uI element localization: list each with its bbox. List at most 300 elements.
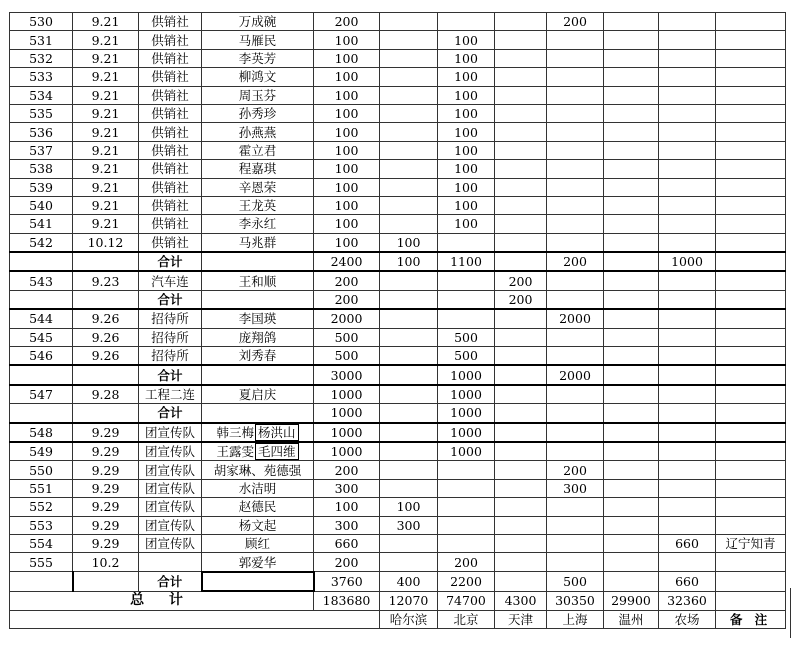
cell-unit: 供销社 <box>139 86 202 104</box>
cell-wenzhou <box>604 123 659 141</box>
cell-name: 柳鸿文 <box>202 68 314 86</box>
cell-beijing <box>438 309 495 328</box>
table-row <box>10 215 786 233</box>
table-row <box>10 178 786 196</box>
ledger-body <box>10 13 786 592</box>
table-row <box>10 328 786 346</box>
subtotal-row <box>10 572 786 591</box>
cell-tianjin <box>495 196 547 214</box>
cell-date: 9.28 <box>73 385 139 404</box>
cell-wenzhou <box>604 215 659 233</box>
cell-name: 王龙英 <box>202 196 314 214</box>
cell-date: 9.21 <box>73 196 139 214</box>
table-row <box>10 271 786 290</box>
table-row <box>10 68 786 86</box>
cell-note <box>716 178 786 196</box>
cell-beijing: 100 <box>438 178 495 196</box>
cell-total: 100 <box>314 123 380 141</box>
cell-total: 3000 <box>314 365 380 384</box>
footer-blank <box>10 610 380 628</box>
cell-shanghai <box>547 423 604 442</box>
cell-tianjin <box>495 365 547 384</box>
cell-no: 539 <box>10 178 73 196</box>
subtotal-label: 合计 <box>139 572 202 591</box>
table-row <box>10 233 786 252</box>
cell-wenzhou <box>604 423 659 442</box>
table-row <box>10 442 786 461</box>
cell-wenzhou <box>604 461 659 479</box>
cell-farm <box>659 86 716 104</box>
table-row <box>10 516 786 534</box>
cell-farm <box>659 123 716 141</box>
cell-total: 100 <box>314 160 380 178</box>
cell-date: 9.21 <box>73 104 139 122</box>
cell-name: 刘秀春 <box>202 347 314 366</box>
cell-no: 538 <box>10 160 73 178</box>
cell-name: 李国瑛 <box>202 309 314 328</box>
cell-unit: 供销社 <box>139 13 202 31</box>
table-row <box>10 104 786 122</box>
cell-total: 100 <box>314 196 380 214</box>
cell-harbin <box>380 479 438 497</box>
cell-farm <box>659 385 716 404</box>
cell-harbin <box>380 141 438 159</box>
cell-name: 杨文起 <box>202 516 314 534</box>
cell-name-boxed: 杨洪山 <box>255 424 299 441</box>
cell-farm <box>659 141 716 159</box>
grand-total-wenzhou: 29900 <box>604 591 659 610</box>
cell-shanghai <box>547 498 604 516</box>
cell-harbin: 100 <box>380 252 438 271</box>
cell-name <box>202 252 314 271</box>
cell-no: 534 <box>10 86 73 104</box>
table-row <box>10 141 786 159</box>
cell-total: 500 <box>314 328 380 346</box>
cell-farm <box>659 461 716 479</box>
footer-shanghai: 上海 <box>547 610 604 628</box>
cell-note <box>716 309 786 328</box>
table-row <box>10 123 786 141</box>
cell-date: 9.29 <box>73 498 139 516</box>
cell-shanghai: 200 <box>547 13 604 31</box>
footer-note: 备 注 <box>716 610 786 628</box>
cell-tianjin <box>495 534 547 552</box>
cell-tianjin <box>495 572 547 591</box>
cell-name: 程嘉琪 <box>202 160 314 178</box>
cell-date: 9.29 <box>73 516 139 534</box>
cell-beijing: 100 <box>438 86 495 104</box>
cell-tianjin: 200 <box>495 290 547 309</box>
grand-total-row <box>10 591 786 610</box>
cell-unit: 供销社 <box>139 68 202 86</box>
cell-shanghai <box>547 86 604 104</box>
cell-date <box>73 404 139 423</box>
cell-wenzhou <box>604 516 659 534</box>
cell-note <box>716 516 786 534</box>
cell-name <box>202 442 314 461</box>
cell-name: 周玉芬 <box>202 86 314 104</box>
cell-total: 100 <box>314 31 380 49</box>
cell-note <box>716 479 786 497</box>
cell-tianjin <box>495 423 547 442</box>
cell-unit: 团宣传队 <box>139 534 202 552</box>
cell-note <box>716 86 786 104</box>
subtotal-label: 合计 <box>139 290 202 309</box>
cell-total: 100 <box>314 498 380 516</box>
cell-beijing: 2200 <box>438 572 495 591</box>
cell-farm <box>659 233 716 252</box>
table-row <box>10 309 786 328</box>
cell-unit: 团宣传队 <box>139 479 202 497</box>
cell-no: 550 <box>10 461 73 479</box>
table-row <box>10 498 786 516</box>
subtotal-label: 合计 <box>139 252 202 271</box>
cell-beijing <box>438 13 495 31</box>
table-row <box>10 86 786 104</box>
cell-name: 辛恩荣 <box>202 178 314 196</box>
cell-harbin <box>380 442 438 461</box>
cell-unit: 团宣传队 <box>139 423 202 442</box>
cell-farm: 660 <box>659 534 716 552</box>
cell-note: 辽宁知青 <box>716 534 786 552</box>
cell-unit: 供销社 <box>139 196 202 214</box>
cell-wenzhou <box>604 86 659 104</box>
cell-no: 532 <box>10 49 73 67</box>
cell-tianjin <box>495 178 547 196</box>
cell-name-boxed: 毛四维 <box>255 443 299 460</box>
cell-shanghai <box>547 516 604 534</box>
cell-shanghai <box>547 328 604 346</box>
cell-note <box>716 442 786 461</box>
cell-date: 9.26 <box>73 309 139 328</box>
cell-note <box>716 31 786 49</box>
subtotal-label: 合计 <box>139 404 202 423</box>
cell-note <box>716 160 786 178</box>
footer-wenzhou: 温州 <box>604 610 659 628</box>
cell-no: 533 <box>10 68 73 86</box>
cell-name: 郭爱华 <box>202 553 314 572</box>
table-row <box>10 160 786 178</box>
cell-harbin <box>380 271 438 290</box>
grand-total-beijing: 74700 <box>438 591 495 610</box>
cell-wenzhou <box>604 13 659 31</box>
cell-farm <box>659 290 716 309</box>
cell-note <box>716 385 786 404</box>
cell-date: 9.21 <box>73 215 139 233</box>
table-row <box>10 347 786 366</box>
cell-total: 1000 <box>314 404 380 423</box>
cell-wenzhou <box>604 534 659 552</box>
cell-note <box>716 49 786 67</box>
cell-tianjin <box>495 68 547 86</box>
cell-date: 10.2 <box>73 553 139 572</box>
cell-wenzhou <box>604 385 659 404</box>
cell-farm <box>659 498 716 516</box>
grand-total-harbin: 12070 <box>380 591 438 610</box>
cell-name: 李永红 <box>202 215 314 233</box>
cell-name: 夏启庆 <box>202 385 314 404</box>
cell-beijing: 100 <box>438 104 495 122</box>
cell-total: 3760 <box>314 572 380 591</box>
cell-shanghai: 200 <box>547 461 604 479</box>
cell-harbin <box>380 86 438 104</box>
cell-wenzhou <box>604 178 659 196</box>
cell-shanghai: 300 <box>547 479 604 497</box>
cell-unit: 团宣传队 <box>139 498 202 516</box>
cell-tianjin <box>495 233 547 252</box>
cell-no: 544 <box>10 309 73 328</box>
cell-beijing: 100 <box>438 123 495 141</box>
cell-no <box>10 572 73 591</box>
cell-total: 100 <box>314 215 380 233</box>
cell-farm <box>659 215 716 233</box>
cell-harbin: 300 <box>380 516 438 534</box>
cell-shanghai <box>547 215 604 233</box>
cell-beijing: 1000 <box>438 365 495 384</box>
cell-wenzhou <box>604 328 659 346</box>
cell-shanghai <box>547 233 604 252</box>
cell-tianjin <box>495 252 547 271</box>
cell-farm <box>659 442 716 461</box>
cell-total: 1000 <box>314 385 380 404</box>
cell-name: 霍立君 <box>202 141 314 159</box>
cell-date <box>73 572 139 591</box>
cell-farm <box>659 365 716 384</box>
cell-harbin <box>380 68 438 86</box>
cell-farm <box>659 31 716 49</box>
cell-total: 100 <box>314 68 380 86</box>
cell-shanghai <box>547 553 604 572</box>
cell-beijing <box>438 498 495 516</box>
cell-harbin <box>380 404 438 423</box>
cell-tianjin <box>495 141 547 159</box>
cell-tianjin <box>495 86 547 104</box>
cell-harbin <box>380 461 438 479</box>
cell-harbin <box>380 553 438 572</box>
cell-beijing <box>438 461 495 479</box>
subtotal-row <box>10 252 786 271</box>
cell-date: 9.21 <box>73 178 139 196</box>
cell-shanghai: 500 <box>547 572 604 591</box>
table-row <box>10 49 786 67</box>
cell-no: 530 <box>10 13 73 31</box>
footer-farm: 农场 <box>659 610 716 628</box>
cell-name <box>202 423 314 442</box>
cell-name: 马雁民 <box>202 31 314 49</box>
ledger-table <box>9 12 786 629</box>
cell-farm <box>659 271 716 290</box>
cell-note <box>716 553 786 572</box>
cell-note <box>716 13 786 31</box>
cell-shanghai <box>547 196 604 214</box>
cell-no <box>10 365 73 384</box>
cell-wenzhou <box>604 49 659 67</box>
cell-no: 537 <box>10 141 73 159</box>
cell-beijing: 1000 <box>438 404 495 423</box>
cell-farm <box>659 347 716 366</box>
cell-wenzhou <box>604 442 659 461</box>
cell-tianjin <box>495 13 547 31</box>
cell-unit: 供销社 <box>139 104 202 122</box>
cell-wenzhou <box>604 290 659 309</box>
cell-harbin <box>380 215 438 233</box>
cell-wenzhou <box>604 553 659 572</box>
cell-name: 孙秀珍 <box>202 104 314 122</box>
cell-name: 万成碗 <box>202 13 314 31</box>
cell-note <box>716 328 786 346</box>
cell-wenzhou <box>604 404 659 423</box>
cell-no: 548 <box>10 423 73 442</box>
cell-tianjin <box>495 385 547 404</box>
cell-beijing <box>438 271 495 290</box>
cell-harbin <box>380 534 438 552</box>
cell-wenzhou <box>604 347 659 366</box>
cell-wenzhou <box>604 271 659 290</box>
cell-beijing: 1100 <box>438 252 495 271</box>
footer-tianjin: 天津 <box>495 610 547 628</box>
cell-unit: 团宣传队 <box>139 461 202 479</box>
cell-beijing: 1000 <box>438 423 495 442</box>
cell-wenzhou <box>604 160 659 178</box>
cell-farm <box>659 553 716 572</box>
cell-harbin <box>380 160 438 178</box>
cell-wenzhou <box>604 252 659 271</box>
cell-total: 100 <box>314 141 380 159</box>
footer-row <box>10 610 786 628</box>
cell-shanghai <box>547 271 604 290</box>
cell-harbin <box>380 49 438 67</box>
cell-note <box>716 196 786 214</box>
cell-total: 660 <box>314 534 380 552</box>
cell-harbin: 100 <box>380 233 438 252</box>
cell-tianjin <box>495 479 547 497</box>
cell-farm <box>659 309 716 328</box>
cell-name <box>202 290 314 309</box>
cell-shanghai <box>547 347 604 366</box>
cell-total: 100 <box>314 233 380 252</box>
cell-harbin <box>380 423 438 442</box>
grand-total-shanghai: 30350 <box>547 591 604 610</box>
cell-name: 胡家琳、苑德强 <box>202 461 314 479</box>
cell-name-primary: 韩三梅 <box>216 424 254 440</box>
cell-harbin <box>380 290 438 309</box>
cell-shanghai: 200 <box>547 252 604 271</box>
cell-unit: 供销社 <box>139 160 202 178</box>
cell-date: 10.12 <box>73 233 139 252</box>
cell-wenzhou <box>604 196 659 214</box>
cell-name <box>202 404 314 423</box>
cell-unit: 汽车连 <box>139 271 202 290</box>
cell-unit: 团宣传队 <box>139 516 202 534</box>
cell-no: 549 <box>10 442 73 461</box>
cell-name: 庞翔鸽 <box>202 328 314 346</box>
cell-wenzhou <box>604 68 659 86</box>
cell-name <box>202 365 314 384</box>
cell-beijing: 100 <box>438 68 495 86</box>
cell-note <box>716 498 786 516</box>
cell-wenzhou <box>604 104 659 122</box>
cell-harbin <box>380 178 438 196</box>
cell-beijing <box>438 290 495 309</box>
cell-date: 9.21 <box>73 160 139 178</box>
cell-tianjin <box>495 49 547 67</box>
cell-farm <box>659 68 716 86</box>
cell-shanghai: 2000 <box>547 309 604 328</box>
cell-harbin <box>380 347 438 366</box>
cell-total: 500 <box>314 347 380 366</box>
cell-note <box>716 68 786 86</box>
cell-unit: 供销社 <box>139 123 202 141</box>
cell-tianjin <box>495 123 547 141</box>
cell-farm: 660 <box>659 572 716 591</box>
cell-tianjin <box>495 553 547 572</box>
cell-wenzhou <box>604 309 659 328</box>
cell-no <box>10 404 73 423</box>
cell-farm: 1000 <box>659 252 716 271</box>
cell-beijing: 200 <box>438 553 495 572</box>
cell-harbin <box>380 13 438 31</box>
cell-unit: 工程二连 <box>139 385 202 404</box>
cell-no: 542 <box>10 233 73 252</box>
cell-date: 9.29 <box>73 534 139 552</box>
cell-tianjin <box>495 347 547 366</box>
cell-date: 9.26 <box>73 328 139 346</box>
cell-date: 9.21 <box>73 13 139 31</box>
grand-total-label: 总 计 <box>10 591 314 610</box>
cell-total: 200 <box>314 461 380 479</box>
cell-total: 300 <box>314 516 380 534</box>
cell-no: 540 <box>10 196 73 214</box>
cell-wenzhou <box>604 572 659 591</box>
cell-wenzhou <box>604 498 659 516</box>
cell-total: 200 <box>314 13 380 31</box>
cell-note <box>716 290 786 309</box>
cell-shanghai <box>547 290 604 309</box>
cell-date: 9.29 <box>73 479 139 497</box>
cell-beijing <box>438 233 495 252</box>
cell-total: 2400 <box>314 252 380 271</box>
cell-tianjin: 200 <box>495 271 547 290</box>
cell-name: 马兆群 <box>202 233 314 252</box>
cell-note <box>716 461 786 479</box>
cell-total: 300 <box>314 479 380 497</box>
footer-beijing: 北京 <box>438 610 495 628</box>
cell-no: 545 <box>10 328 73 346</box>
cell-shanghai <box>547 104 604 122</box>
cell-no: 554 <box>10 534 73 552</box>
cell-farm <box>659 404 716 423</box>
cell-total: 100 <box>314 49 380 67</box>
cell-harbin <box>380 31 438 49</box>
cell-name: 孙燕燕 <box>202 123 314 141</box>
cell-tianjin <box>495 516 547 534</box>
cell-beijing: 100 <box>438 31 495 49</box>
cell-wenzhou <box>604 233 659 252</box>
cell-farm <box>659 196 716 214</box>
cell-wenzhou <box>604 365 659 384</box>
cell-harbin: 100 <box>380 498 438 516</box>
cell-wenzhou <box>604 479 659 497</box>
cell-date: 9.29 <box>73 442 139 461</box>
cell-farm <box>659 178 716 196</box>
grand-total-tianjin: 4300 <box>495 591 547 610</box>
cell-note <box>716 252 786 271</box>
cell-date: 9.21 <box>73 49 139 67</box>
cell-date: 9.21 <box>73 123 139 141</box>
cell-farm <box>659 516 716 534</box>
cell-date <box>73 252 139 271</box>
cell-total: 100 <box>314 86 380 104</box>
